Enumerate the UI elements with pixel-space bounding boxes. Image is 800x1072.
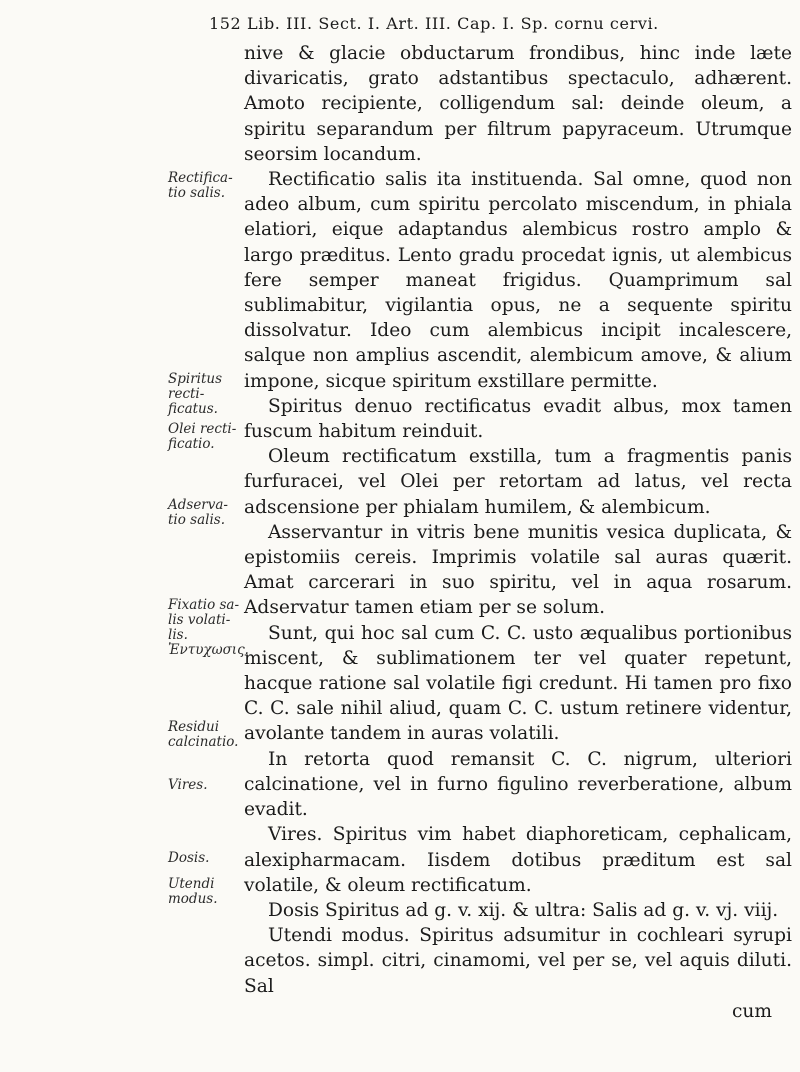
paragraph-1: nive & glacie obductarum frondibus, hinc inde læte divaricatis, grato adstantibus spectaculo, adhærent. Amoto recipiente, colligendum sal: deinde oleum, a spiritu separandum per filtrum papyraceum. Utrumque seorsim locandum. xyxy=(244,43,792,165)
paragraph-3: Spiritus denuo rectificatus evadit albus, mox tamen fuscum habitum reinduit. xyxy=(244,395,792,443)
margin-note-spiritus: Spiritus recti-ficatus. xyxy=(168,371,223,417)
paragraph-2: Rectificatio salis ita instituenda. Sal omne, quod non adeo album, cum spiritu percolato miscendum, in phiala elatiori, eique adaptandus alembicus rostro amplo & largo præditus. Lento gradu procedat ignis, ut alembicus fere semper maneat frigidus. Quamprimum sal sublimabitur, vigilantia opus, ne a sequente spiritu dissolvatur. Ideo cum alembicus incipit incalescere, salque non amplius ascendit, alembicum amove, & alium impone, sicque spiritum exstillare permitte. xyxy=(244,169,792,392)
margin-note-fixatio: Fixatio sa-lis volati-lis. Ἐντυχωσις. xyxy=(168,597,249,658)
paragraph-4: Oleum rectificatum exstilla, tum a fragmentis panis furfuracei, vel Olei per retortam ad latus, vel recta adscensione per phialam humilem, & alembicum. xyxy=(244,446,792,518)
paragraph-6: Sunt, qui hoc sal cum C. C. usto æqualibus portionibus miscent, & sublimationem ter vel quater repetunt, hacque ratione sal volatile figi credunt. Hi tamen pro fixo C. C. sale nihil aliud, quam C. C. ustum retinere videntur, avolante tandem in auras volatili. xyxy=(244,622,792,745)
paragraph-7: In retorta quod remansit C. C. nigrum, ulteriori calcinatione, vel in furno figulino reverberatione, album evadit. xyxy=(244,748,792,821)
running-header: 152 Lib. III. Sect. I. Art. III. Cap. I. Sp. cornu cervi. xyxy=(209,14,659,33)
margin-note-utendi: Utendi modus. xyxy=(168,876,218,907)
paragraph-9: Dosis Spiritus ad g. v. xij. & ultra: Salis ad g. v. vj. viij. xyxy=(268,899,779,921)
paragraph-10: Utendi modus. Spiritus adsumitur in cochleari syrupi acetos. simpl. citri, cinamomi, vel per se, vel aquis diluti. Sal xyxy=(244,925,792,997)
margin-note-olei: Olei recti-ficatio. xyxy=(168,421,237,452)
last-line: cum xyxy=(731,1000,772,1022)
margin-note-vires: Vires. xyxy=(168,777,208,793)
margin-note-dosis: Dosis. xyxy=(168,850,210,866)
paragraph-8: Vires. Spiritus vim habet diaphoreticam, cephalicam, alexipharmacam. Iisdem dotibus præditum est sal volatile, & oleum rectificatum. xyxy=(244,824,792,896)
margin-note-residui: Residui calcinatio. xyxy=(168,719,239,750)
margin-note-rectificatio: Rectifica-tio salis. xyxy=(168,170,233,201)
margin-note-adservatio: Adserva-tio salis. xyxy=(168,497,228,528)
main-text xyxy=(244,41,792,1024)
paragraph-5: Asservantur in vitris bene munitis vesica duplicata, & epistomiis cereis. Imprimis volatile sal auras quærit. Amat carcerari in suo spiritu, vel in aqua rosarum. Adservatur tamen etiam per se solum. xyxy=(244,521,792,619)
